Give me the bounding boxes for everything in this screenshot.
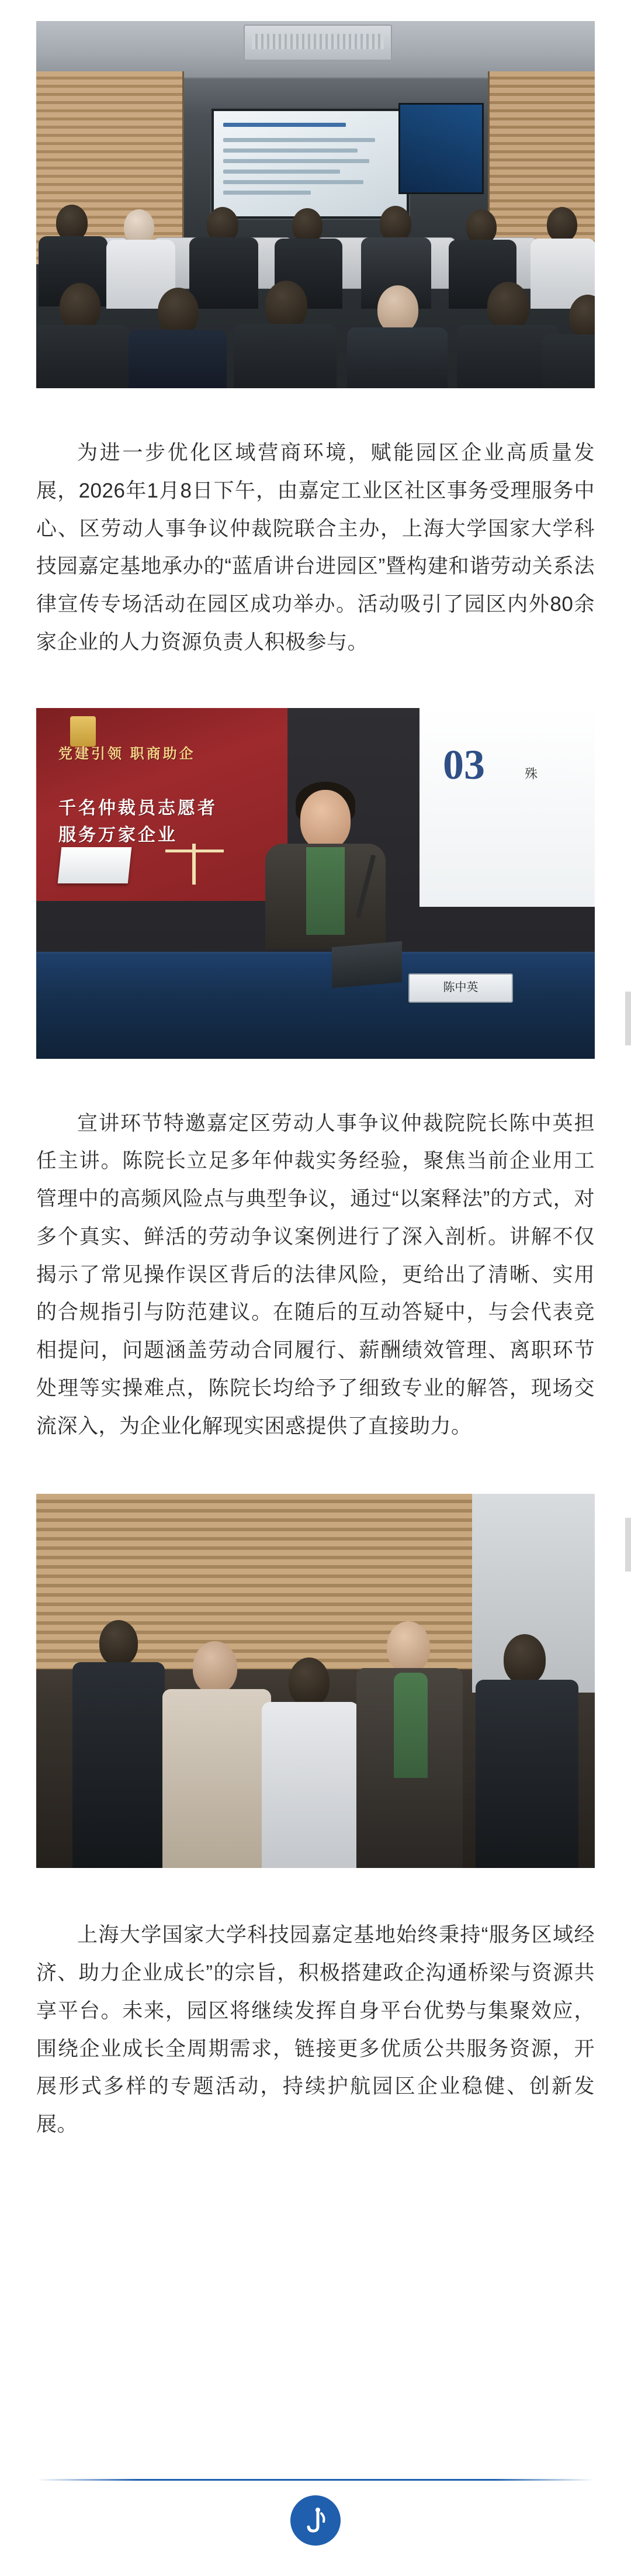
banner-line-2: 千名仲裁员志愿者 xyxy=(58,798,217,818)
scroll-tick xyxy=(625,1518,631,1572)
paragraph-3: 上海大学国家大学科技园嘉定基地始终秉持“服务区域经济、助力企业成长”的宗旨，积极搭建政企沟通桥梁与资源共享平台。未来，园区将继续发挥自身平台优势与集聚效应，围绕企业成长全周期需求，链接更多优质公共服务资源，开展形式多样的专题活动，持续护航园区企业稳健、创新发展。 xyxy=(36,1924,595,2136)
audience-rows xyxy=(36,213,595,388)
person-inner-garment xyxy=(394,1673,428,1778)
person-head xyxy=(387,1621,430,1673)
attendee-body xyxy=(347,327,448,388)
book-graphic xyxy=(58,847,132,883)
attendee-head xyxy=(377,285,418,333)
air-conditioner-unit xyxy=(244,25,392,61)
presentation-slide xyxy=(419,708,595,907)
paragraph-3-wrapper xyxy=(0,1917,631,2144)
attendee-head xyxy=(56,205,88,241)
attendee-head xyxy=(487,282,529,331)
attendee-head xyxy=(265,281,307,330)
speaker-podium-photo xyxy=(36,708,595,1059)
event-banner xyxy=(36,708,287,901)
organization-logo xyxy=(290,2495,341,2546)
person-body xyxy=(476,1680,578,1868)
banner-line-1: 党建引领 职商助企 xyxy=(58,745,196,762)
laptop xyxy=(332,941,402,987)
speaker-inner-garment xyxy=(306,847,345,935)
nameplate: 陈中英 xyxy=(408,973,513,1003)
speaker-head xyxy=(300,790,351,850)
attendee-body xyxy=(542,334,595,388)
slide-label: 殊 xyxy=(525,766,538,781)
person-head xyxy=(99,1620,138,1666)
attendee-head xyxy=(158,288,199,336)
banner-line-3: 服务万家企业 xyxy=(58,825,178,845)
podium-desk xyxy=(36,952,595,1059)
logo-mark-icon xyxy=(299,2504,332,2537)
person-body xyxy=(72,1662,165,1868)
attendee-body xyxy=(189,237,258,309)
person-head xyxy=(193,1641,237,1694)
conference-room-photo xyxy=(36,21,595,388)
person-body xyxy=(162,1689,271,1868)
attendee-head xyxy=(60,283,100,331)
attendee-body xyxy=(234,324,337,388)
attendee-head xyxy=(124,209,154,244)
attendee-head xyxy=(380,206,411,242)
scroll-tick xyxy=(625,992,631,1045)
footer-divider xyxy=(36,2479,595,2481)
footer xyxy=(0,2461,631,2576)
side-display xyxy=(398,103,484,194)
person-body xyxy=(262,1702,359,1868)
paragraph-2-wrapper xyxy=(0,1105,631,1446)
slide-number: 03 xyxy=(443,741,485,788)
audience-discussion-photo xyxy=(36,1494,595,1868)
paragraph-2: 宣讲环节特邀嘉定区劳动人事争议仲裁院院长陈中英担任主讲。陈院长立足多年仲裁实务经验，聚焦当前企业用工管理中的高频风险点与典型争议，通过“以案释法”的方式，对多个真实、鲜活的劳动争议案例进行了深入剖析。讲解不仅揭示了常见操作误区背后的法律风险，更给出了清晰、实用的合规指引与防范建议。在随后的互动答疑中，与会代表竞相提问，问题涵盖劳动合同履行、薪酬绩效管理、离职环节处理等实操难点，陈院长均给予了细致专业的解答，现场交流深入，为企业化解现实困惑提供了直接助力。 xyxy=(36,1111,595,1438)
attendee-head xyxy=(547,207,577,242)
scales-of-justice-icon xyxy=(162,844,226,885)
attendee-head xyxy=(466,209,497,244)
attendee-head xyxy=(292,208,323,243)
person-head xyxy=(289,1658,330,1707)
projection-screen xyxy=(212,109,409,219)
article-page xyxy=(0,21,631,2576)
person-head xyxy=(504,1634,546,1684)
attendee-body xyxy=(129,330,227,388)
paragraph-1: 为进一步优化区域营商环境，赋能园区企业高质量发展，2026年1月8日下午，由嘉定工业区社区事务受理服务中心、区劳动人事争议仲裁院联合主办，上海大学国家大学科技园嘉定基地承办的“蓝盾讲台进园区”暨构建和谐劳动关系法律宣传专场活动在园区成功举办。活动吸引了园区内外80余家企业的人力资源负责人积极参与。 xyxy=(36,441,595,654)
paragraph-1-wrapper xyxy=(0,434,631,662)
attendee-body xyxy=(36,325,129,388)
